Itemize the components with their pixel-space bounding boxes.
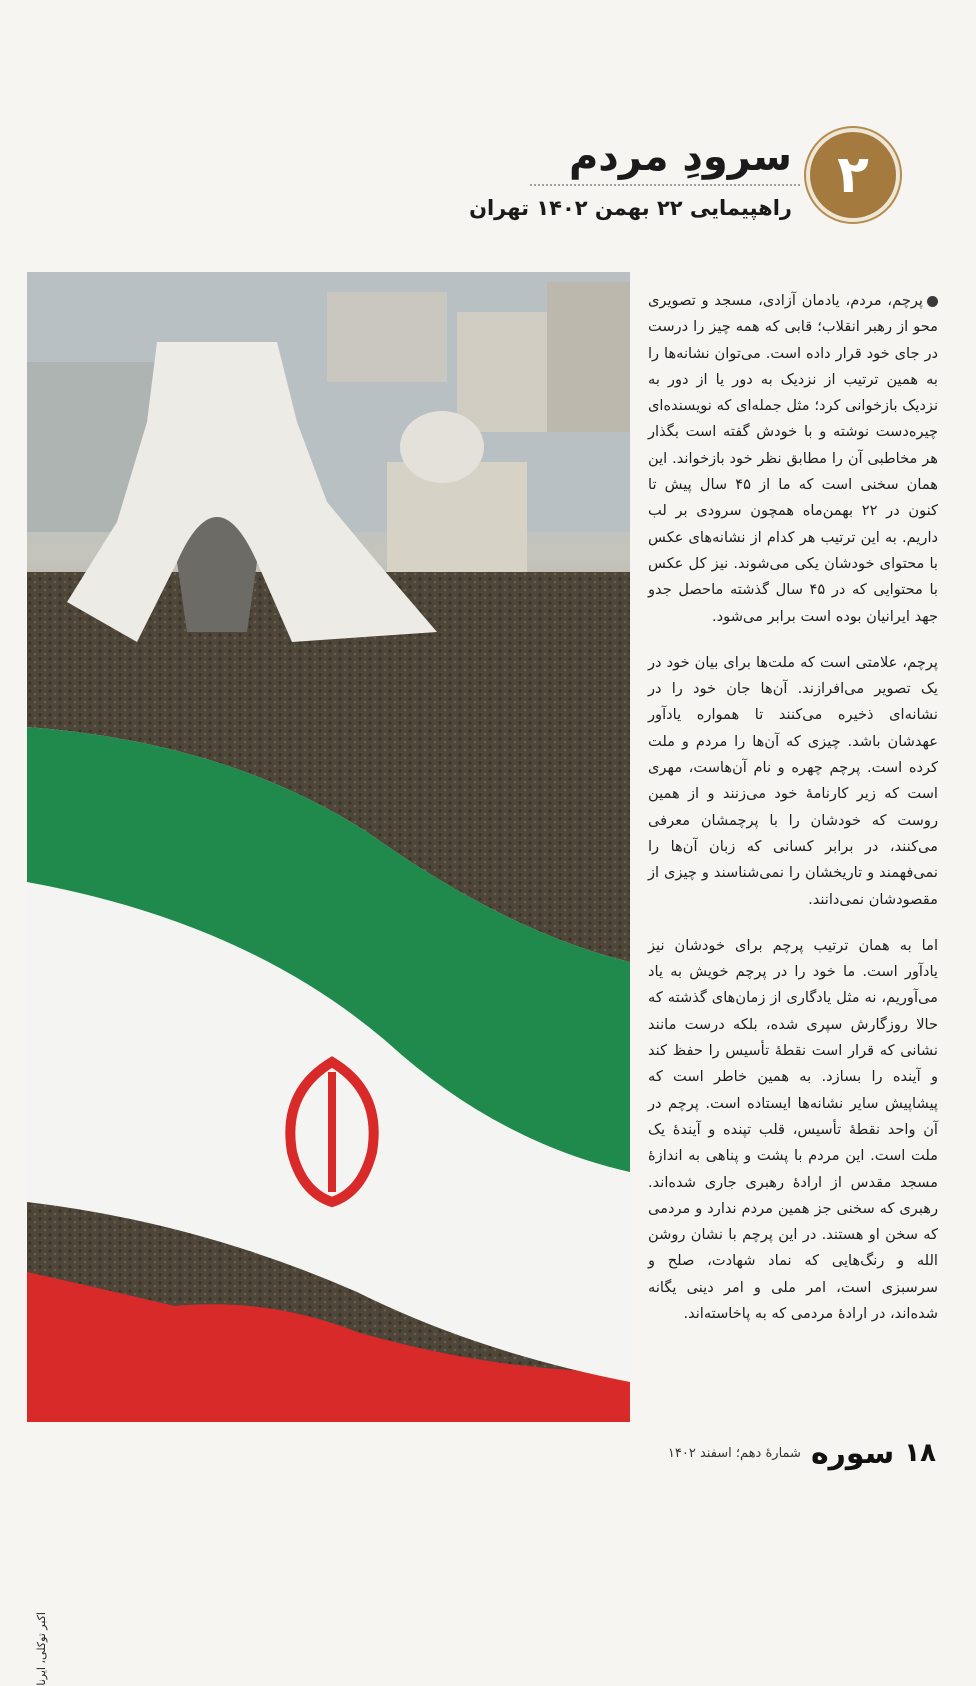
article-paragraph: اما به همان ترتیب پرچم برای خودشان نیز یادآور است. ما خود را در پرچم خویش به یاد می‌آوریم، نه مثل یادگاری از زمان‌های گذشته که حالا روزگارش سپری شده، بلکه درست مانند نشانی که قرار است نقطهٔ تأسیس را حفظ کند و آینده را بسازد. به همین خاطر است که پیشاپیش سایر نشانه‌ها ایستاده است. پرچم در آن واحد نقطهٔ تأسیس، قلب تپنده و آیندهٔ یک ملت است. این مردم با پشت و پناهی به اندازهٔ مسجد مقدس از ارادهٔ رهبری جاری شده‌اند. رهبری که سخنی جز همین مردم ندارد و مردمی که سخن او هستند. در این پرچم با نشان روشن الله و رنگ‌هایی که نماد شهادت، صلح و سرسبزی است، امر ملی و امر دینی یگانه شده‌اند، در ارادهٔ مردمی که به پاخاسته‌اند. bbox=[648, 936, 938, 1322]
article-header bbox=[469, 128, 900, 238]
magazine-logo: سوره bbox=[810, 1435, 895, 1471]
rally-photo bbox=[27, 272, 630, 1686]
building-shape bbox=[547, 282, 630, 432]
photo-illustration bbox=[27, 272, 630, 1422]
article-paragraph: پرچم، علامتی است که ملت‌ها برای بیان خود در یک تصویر می‌افرازند. آن‌ها جان خود را در نشانه‌ای ذخیره می‌کنند تا همواره یادآور عهدشان باشد. چیزی که آن‌ها را مردم و ملت کرده است. پرچم چهره و نام آن‌هاست، مهری است که زیر کارنامهٔ خود می‌زنند و از همین روست که خودشان را با پرچمشان معرفی می‌کنند، در برابر کسانی که زبان آن‌ها را نمی‌فهمند و تاریخشان را نمی‌شناسند و چیزی از مقصودشان نمی‌دانند. bbox=[648, 653, 938, 908]
article-paragraph bbox=[648, 288, 938, 630]
section-number-badge: ۲ bbox=[806, 128, 900, 222]
mosque-dome bbox=[400, 411, 484, 483]
paragraph-text: پرچم، مردم، یادمان آزادی، مسجد و تصویری محو از رهبر انقلاب؛ قابی که همه چیز را درست در جای خود قرار داده است. می‌توان نشانه‌ها را به همین ترتیب از نزدیک به دور یا از دور به نزدیک بازخوانی کرد؛ مثل جمله‌ای که نویسنده‌ای چیره‌دست نوشته و با خودش گفته است بگذار هر مخاطبی آن را مطابق نظر خود بازخواند. این همان سخنی است که ما از ۴۵ سال پیش تا کنون در ۲۲ بهمن‌ماه همچون سرودی بر لب داریم. به این ترتیب هر کدام از نشانه‌های عکس با محتوای خودشان یکی می‌شوند. نیز کل عکس با محتوایی که در ۴۵ سال گذشته ماحصل جدو جهد ایرانیان بوده است برابر می‌شود. bbox=[648, 292, 939, 625]
building-shape bbox=[457, 312, 547, 432]
issue-info: شمارهٔ دهم؛ اسفند ۱۴۰۲ bbox=[667, 1445, 801, 1461]
article-body bbox=[648, 288, 938, 1347]
page-number: ۱۸ bbox=[904, 1438, 936, 1468]
bullet-icon bbox=[927, 296, 938, 307]
building-shape bbox=[327, 292, 447, 382]
dotted-divider bbox=[530, 184, 800, 186]
photo-credit: اکبر توکلی، ایرنا bbox=[35, 1612, 48, 1686]
article-subtitle: راهپیمایی ۲۲ بهمن ۱۴۰۲ تهران bbox=[469, 196, 792, 220]
article-title: سرودِ مردم bbox=[568, 134, 792, 180]
page-footer bbox=[668, 1430, 936, 1476]
